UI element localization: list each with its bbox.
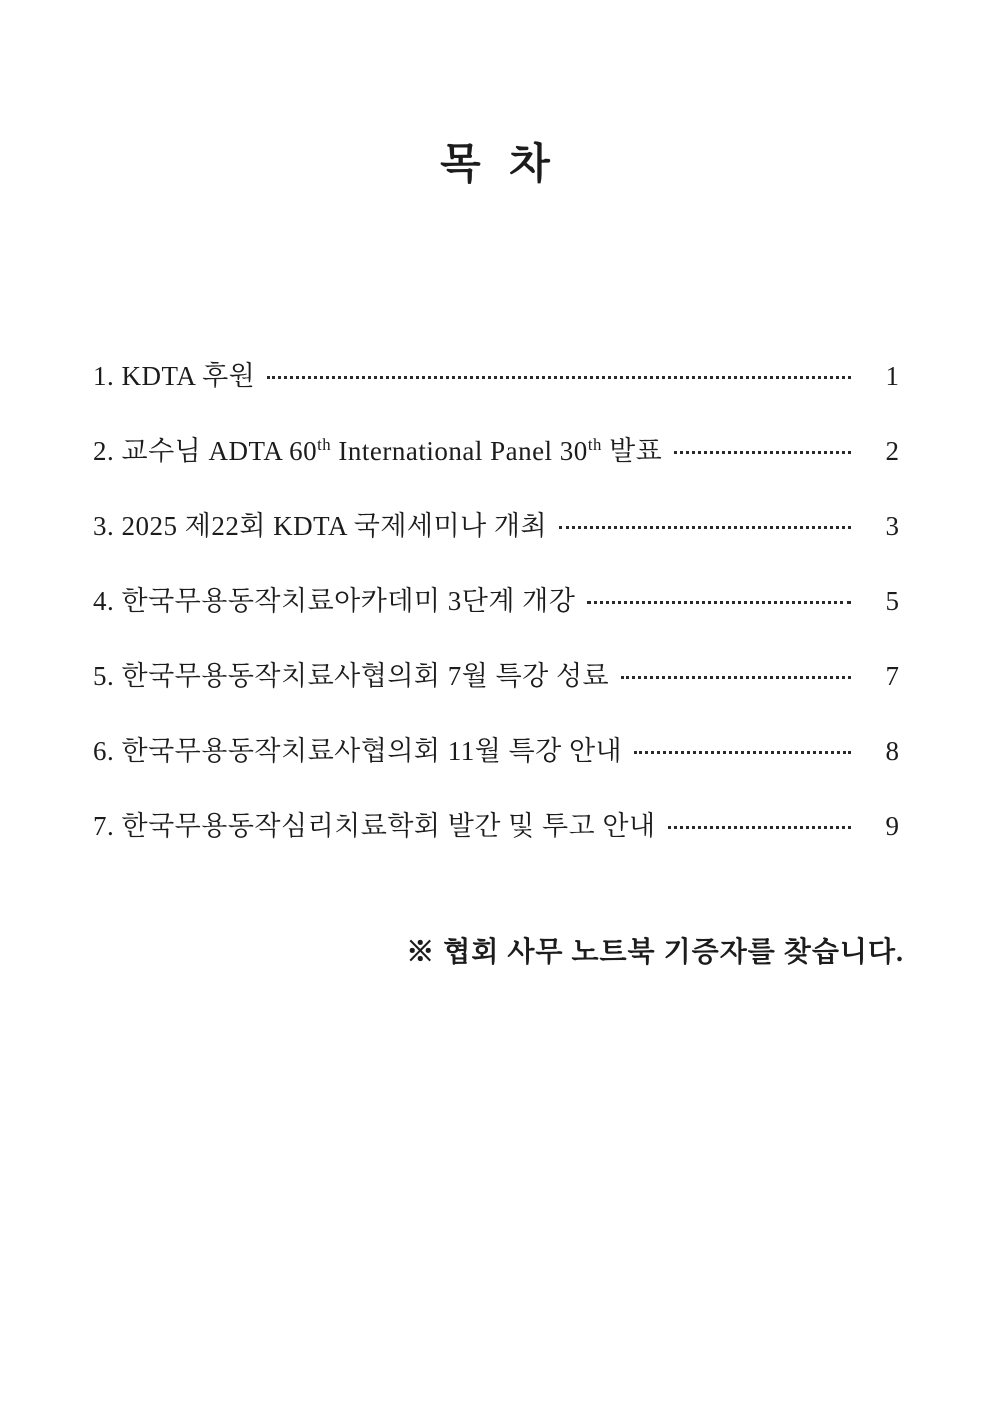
dot-leader <box>674 451 851 454</box>
toc-page-number: 1 <box>885 361 899 392</box>
toc-page-number: 8 <box>885 736 899 767</box>
toc-entry <box>93 585 899 617</box>
dot-leader <box>559 526 851 529</box>
dot-leader <box>634 751 851 754</box>
toc-entry-label: 6. 한국무용동작치료사협의회 11월 특강 안내 <box>93 736 623 767</box>
toc-entry <box>93 510 899 542</box>
toc-entry <box>93 360 899 392</box>
toc-page-number: 9 <box>885 811 899 842</box>
toc-page-number: 5 <box>885 586 899 617</box>
dot-leader <box>587 601 851 604</box>
toc-entry-label: 4. 한국무용동작치료아카데미 3단계 개강 <box>93 586 576 617</box>
toc-entry <box>93 435 899 467</box>
toc-entry <box>93 660 899 692</box>
toc-entry-label: 3. 2025 제22회 KDTA 국제세미나 개최 <box>93 511 548 542</box>
toc-entry <box>93 735 899 767</box>
toc-page-number: 7 <box>885 661 899 692</box>
dot-leader <box>267 376 851 379</box>
toc-entry-label: 5. 한국무용동작치료사협의회 7월 특강 성료 <box>93 661 610 692</box>
toc-entry-label: 1. KDTA 후원 <box>93 361 256 392</box>
toc-page-number: 2 <box>885 436 899 467</box>
toc-page-number: 3 <box>885 511 899 542</box>
toc-entry <box>93 810 899 842</box>
toc-entry-label: 2. 교수님 ADTA 60th International Panel 30th 발표 <box>93 435 663 467</box>
dot-leader <box>621 676 851 679</box>
toc-list <box>93 360 899 842</box>
dot-leader <box>668 826 851 829</box>
toc-entry-label: 7. 한국무용동작심리치료학회 발간 및 투고 안내 <box>93 811 656 842</box>
footer-note: ※ 협회 사무 노트북 기증자를 찾습니다. <box>406 937 904 969</box>
page-title: 목 차 <box>440 142 552 188</box>
